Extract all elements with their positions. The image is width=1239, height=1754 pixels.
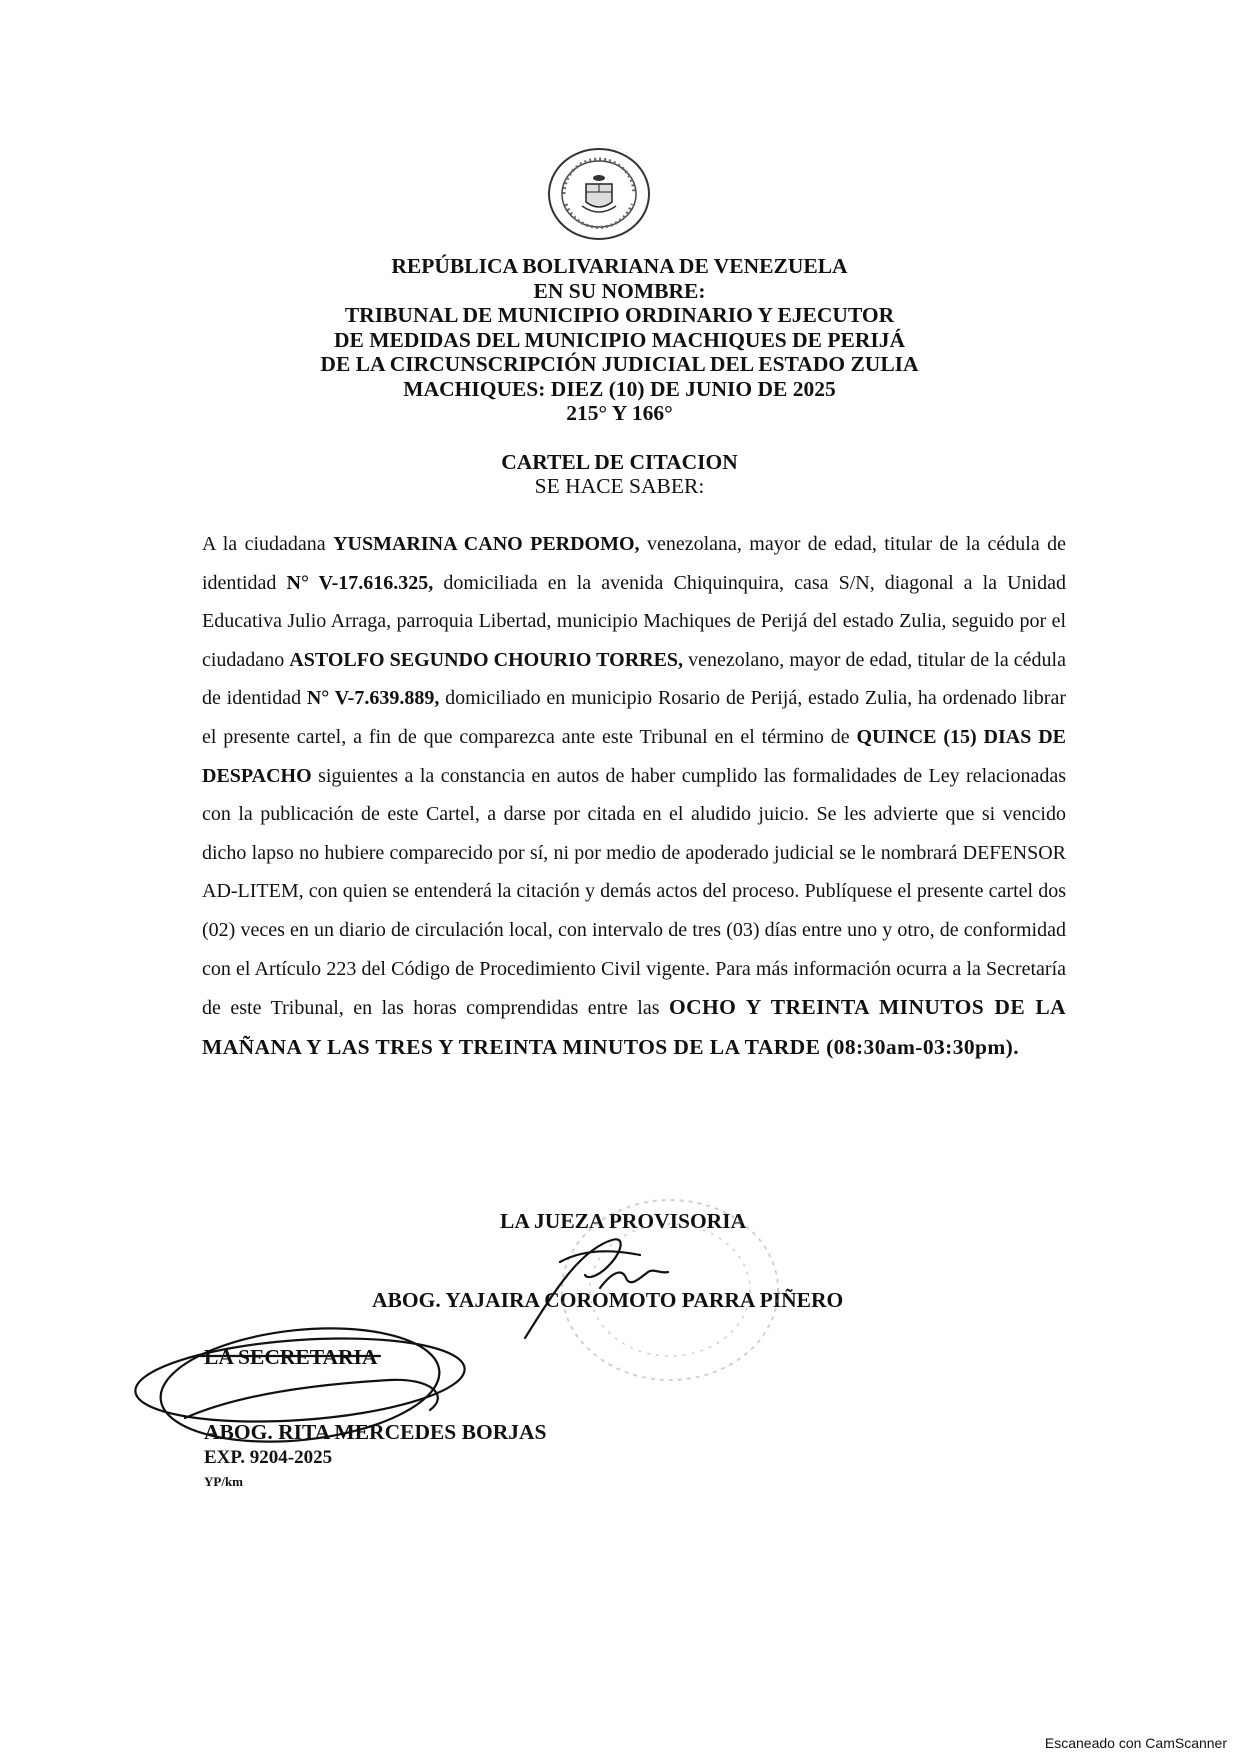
header-line: DE MEDIDAS DEL MUNICIPIO MACHIQUES DE PERIJÁ (334, 327, 905, 352)
body-bold: OCHO Y TREINTA MINUTOS DE LA MAÑANA Y LAS TRES Y TREINTA MINUTOS DE LA TARDE (08:30am-03:30pm). (202, 995, 1066, 1059)
body-text: domiciliada en la avenida Chiquinquira, casa S/N, diagonal a la Unidad Educativa Julio Arraga, parroquia Libertad, municipio Machiques de Perijá del estado Zulia, seguido por el ciudadano (202, 571, 1066, 671)
body-text: A la ciudadana (202, 533, 334, 555)
title-main: CARTEL DE CITACION (501, 450, 738, 474)
header-line: REPÚBLICA BOLIVARIANA DE VENEZUELA (391, 254, 848, 278)
body-paragraph (202, 525, 1066, 1067)
document-title (0, 450, 1239, 498)
body-bold: ASTOLFO SEGUNDO CHOURIO TORRES, (289, 648, 684, 671)
secretary-title: LA SECRETARIA (204, 1345, 378, 1369)
body-text: venezolano, mayor de edad, titular de la cédula de identidad (202, 648, 1066, 710)
scanner-watermark: Escaneado con CamScanner (1044, 1735, 1227, 1751)
judge-name: ABOG. YAJAIRA COROMOTO PARRA PIÑERO (372, 1288, 844, 1312)
body-text: venezolana, mayor de edad, titular de la cédula de identidad (202, 533, 1066, 594)
body-bold: YUSMARINA CANO PERDOMO, (333, 533, 640, 555)
body-bold: QUINCE (15) DIAS DE DESPACHO (202, 725, 1067, 787)
header-line: TRIBUNAL DE MUNICIPIO ORDINARIO Y EJECUTOR (344, 303, 895, 327)
document-header (0, 254, 1239, 426)
court-seal-icon (546, 146, 652, 242)
document-body (202, 525, 1066, 1067)
initials: YP/km (204, 1474, 243, 1489)
title-sub: SE HACE SABER: (534, 474, 705, 498)
header-line: MACHIQUES: DIEZ (10) DE JUNIO DE 2025 (403, 376, 836, 401)
body-bold: N° V-7.639.889, (306, 687, 440, 710)
body-text: siguientes a la constancia en autos de haber cumplido las formalidades de Ley relacionadas con la publicación de este Cartel, a darse por citada en el aludido juicio. Se les advierte que si vencido dicho lapso no hubiere comparecido por sí, ni por medio de apoderado judicial se le nombrará DEFENSOR AD-LITEM, con quien se entenderá la citación y demás actos del proceso. Publíquese el presente cartel dos (02) veces en un diario de circulación local, con intervalo de tres (03) días entre uno y otro, de conformidad con el Artículo 223 del Código de Procedimiento Civil vigente. Para más información ocurra a la Secretaría de este Tribunal, en las horas comprendidas entre las (202, 764, 1066, 1020)
judge-title: LA JUEZA PROVISORIA (500, 1209, 747, 1233)
header-line: EN SU NOMBRE: (533, 278, 706, 303)
header-line: 215° Y 166° (566, 401, 673, 425)
header-line: DE LA CIRCUNSCRIPCIÓN JUDICIAL DEL ESTADO ZULIA (320, 352, 919, 376)
expediente-number: EXP. 9204-2025 (204, 1447, 333, 1468)
body-text: domiciliado en municipio Rosario de Perijá, estado Zulia, ha ordenado librar el presente cartel, a fin de que comparezca ante este Tribunal en el término de (202, 687, 1067, 748)
secretary-name: ABOG. RITA MERCEDES BORJAS (204, 1420, 547, 1444)
body-bold: N° V-17.616.325, (286, 571, 434, 594)
